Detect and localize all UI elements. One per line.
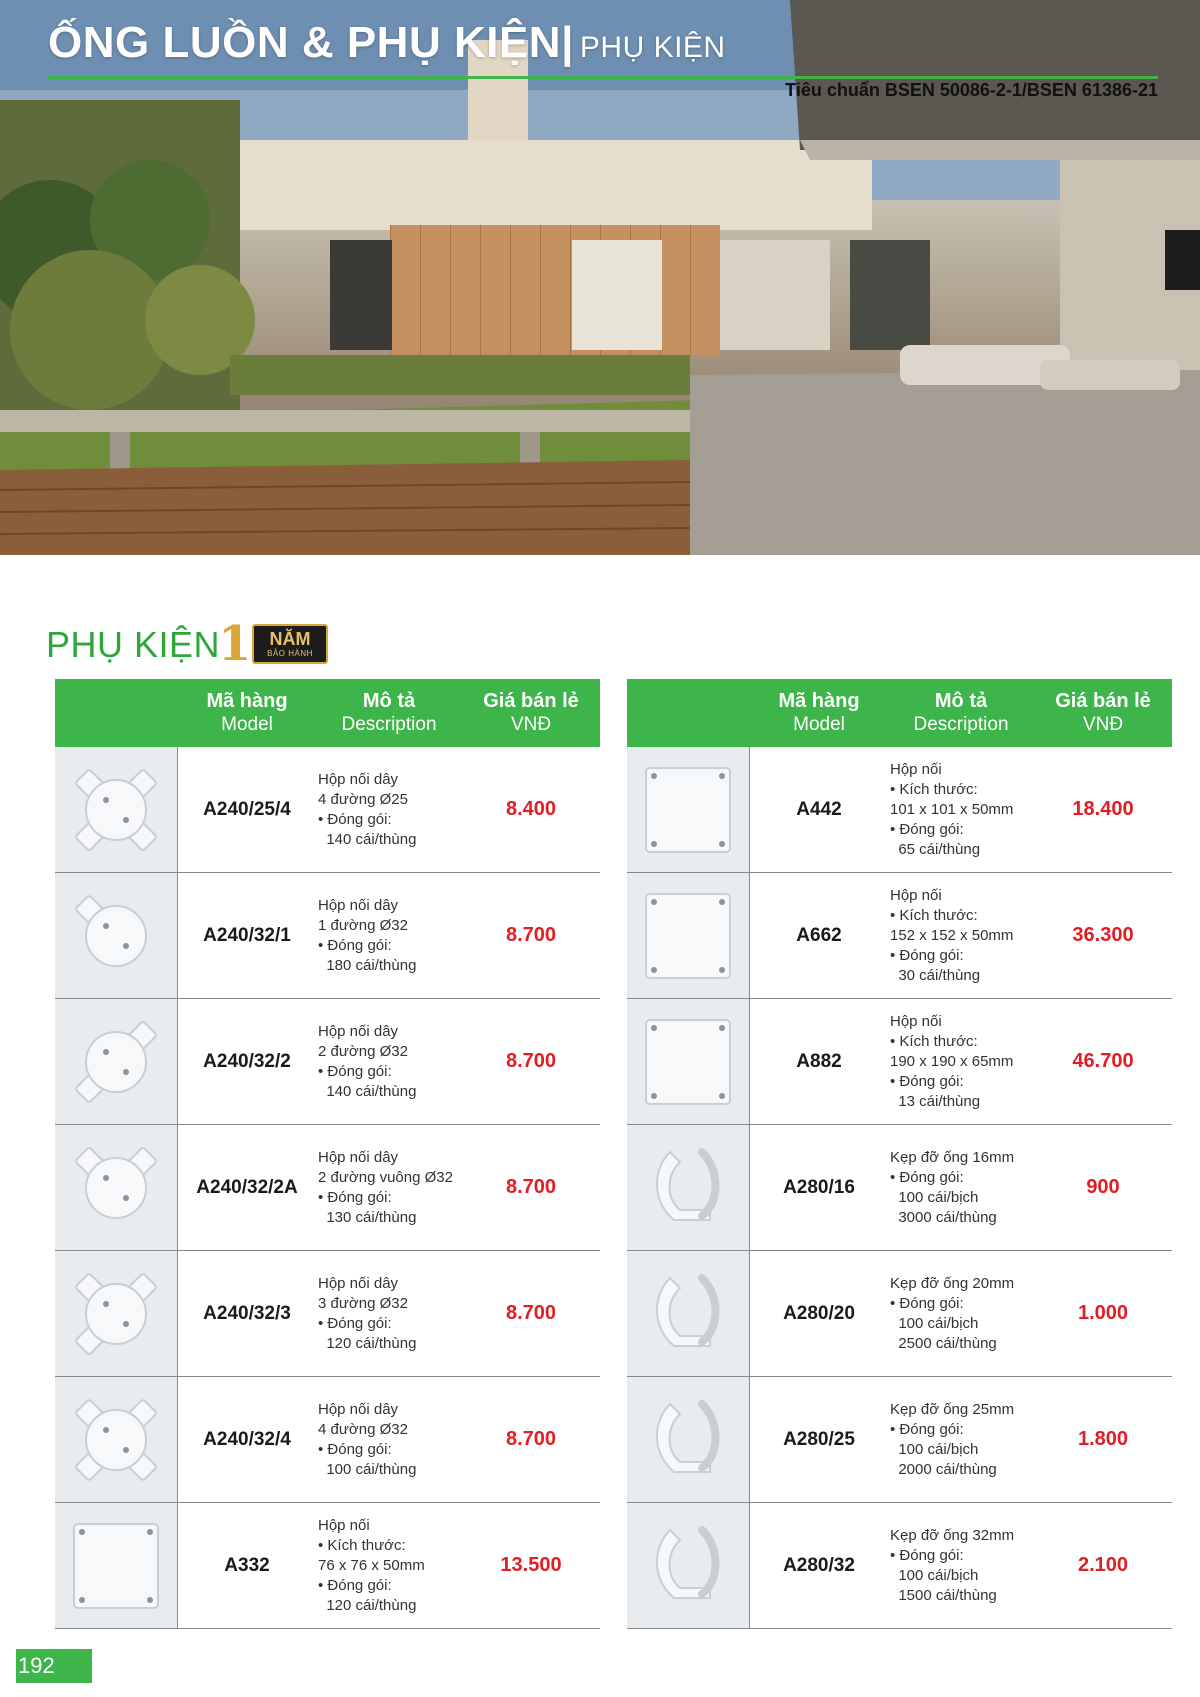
pipe-clip-icon <box>627 1377 750 1502</box>
square-box-icon <box>627 747 750 872</box>
table-row <box>627 873 1172 999</box>
header-price <box>462 679 600 747</box>
table-row <box>55 1125 600 1251</box>
product-model: A240/25/4 <box>203 798 291 820</box>
header-image-col <box>55 679 178 747</box>
product-description: Hộp nối • Kích thước: 101 x 101 x 50mm • Đóng gói: 65 cái/thùng <box>890 760 1014 858</box>
product-description: Kẹp đỡ ống 32mm • Đóng gói: 100 cái/bịch 1500 cái/thùng <box>890 1526 1015 1604</box>
product-description: Hộp nối • Kích thước: 76 x 76 x 50mm • Đóng gói: 120 cái/thùng <box>318 1516 425 1614</box>
product-price: 8.700 <box>505 1302 557 1324</box>
warranty-sub: BẢO HÀNH <box>267 649 313 658</box>
product-price: 8.700 <box>505 924 557 946</box>
table-body <box>55 747 600 1629</box>
page-number: 192 <box>16 1649 92 1683</box>
warranty-number: 1 <box>218 616 252 672</box>
square-box-icon <box>627 999 750 1124</box>
section-title: PHỤ KIỆN <box>46 624 221 665</box>
title-divider <box>48 76 1158 79</box>
table-row <box>55 1503 600 1629</box>
title-main: ỐNG LUỒN & PHỤ KIỆN| <box>48 18 574 67</box>
product-price: 900 <box>1086 1176 1120 1198</box>
junction-box-4way-icon <box>55 1377 178 1502</box>
table-row <box>55 1251 600 1377</box>
header-price-en: VNĐ <box>1082 714 1124 735</box>
table-row <box>627 1377 1172 1503</box>
junction-box-2way-icon <box>55 999 178 1124</box>
header-model <box>178 679 316 747</box>
table-row <box>627 747 1172 873</box>
product-price: 18.400 <box>1072 798 1134 820</box>
product-price: 13.500 <box>500 1554 562 1576</box>
pipe-clip-icon <box>627 1125 750 1250</box>
product-model: A280/16 <box>783 1176 855 1198</box>
product-model: A240/32/2A <box>196 1176 298 1198</box>
header-model-vi: Mã hàng <box>778 690 860 712</box>
product-price: 8.700 <box>505 1050 557 1072</box>
product-description: Hộp nối dây 4 đường Ø25 • Đóng gói: 140 cái/thùng <box>318 770 417 848</box>
product-model: A442 <box>796 798 842 820</box>
table-header <box>627 679 1172 747</box>
table-row <box>627 1251 1172 1377</box>
product-description: Hộp nối dây 2 đường vuông Ø32 • Đóng gói: 130 cái/thùng <box>318 1148 453 1226</box>
table-row <box>55 873 600 999</box>
junction-box-3way-icon <box>55 1251 178 1376</box>
junction-box-2way-angle-icon <box>55 1125 178 1250</box>
product-price: 8.700 <box>505 1428 557 1450</box>
header-image-col <box>627 679 750 747</box>
table-row <box>55 747 600 873</box>
product-price: 1.800 <box>1077 1428 1129 1450</box>
header-description <box>888 679 1034 747</box>
product-model: A240/32/3 <box>203 1302 291 1324</box>
product-description: Kẹp đỡ ống 20mm • Đóng gói: 100 cái/bịch 2500 cái/thùng <box>890 1274 1015 1352</box>
header-price-en: VNĐ <box>510 714 552 735</box>
product-price: 46.700 <box>1072 1050 1134 1072</box>
product-description: Kẹp đỡ ống 25mm • Đóng gói: 100 cái/bịch 2000 cái/thùng <box>890 1400 1015 1478</box>
product-table-left <box>55 679 600 1629</box>
product-description: Hộp nối dây 4 đường Ø32 • Đóng gói: 100 cái/thùng <box>318 1400 417 1478</box>
header-model <box>750 679 888 747</box>
pipe-clip-icon <box>627 1503 750 1628</box>
header-price-vi: Giá bán lẻ <box>1055 690 1151 712</box>
header-desc-vi: Mô tả <box>362 690 416 712</box>
header-desc-en: Description <box>913 714 1009 735</box>
table-row <box>627 1503 1172 1629</box>
title-sub: PHỤ KIỆN <box>579 31 726 64</box>
product-price: 8.700 <box>505 1176 557 1198</box>
product-price: 1.000 <box>1077 1302 1129 1324</box>
hero-image <box>0 0 1200 555</box>
product-model: A882 <box>796 1050 842 1072</box>
square-box-icon <box>627 873 750 998</box>
product-model: A280/20 <box>783 1302 855 1324</box>
product-model: A662 <box>796 924 842 946</box>
product-model: A332 <box>224 1554 270 1576</box>
product-description: Hộp nối • Kích thước: 190 x 190 x 65mm • Đóng gói: 13 cái/thùng <box>890 1012 1014 1110</box>
warranty-word: NĂM <box>269 629 311 649</box>
page-title <box>48 18 726 68</box>
header-model-vi: Mã hàng <box>206 690 288 712</box>
product-model: A280/25 <box>783 1428 855 1450</box>
product-model: A240/32/1 <box>203 924 291 946</box>
junction-box-4way-icon <box>55 747 178 872</box>
pipe-clip-icon <box>627 1251 750 1376</box>
product-price: 36.300 <box>1072 924 1134 946</box>
product-description: Hộp nối dây 3 đường Ø32 • Đóng gói: 120 cái/thùng <box>318 1274 417 1352</box>
table-row <box>55 1377 600 1503</box>
product-description: Kẹp đỡ ống 16mm • Đóng gói: 100 cái/bịch 3000 cái/thùng <box>890 1148 1015 1226</box>
table-header <box>55 679 600 747</box>
product-description: Hộp nối dây 2 đường Ø32 • Đóng gói: 140 cái/thùng <box>318 1022 417 1100</box>
table-row <box>627 1125 1172 1251</box>
warranty-badge <box>212 616 328 672</box>
square-box-icon <box>55 1503 178 1628</box>
product-price: 2.100 <box>1077 1554 1129 1576</box>
header-desc-vi: Mô tả <box>934 690 988 712</box>
header-description <box>316 679 462 747</box>
standard-text: Tiêu chuẩn BSEN 50086-2-1/BSEN 61386-21 <box>785 80 1158 100</box>
warranty-box <box>252 624 328 664</box>
header-desc-en: Description <box>341 714 437 735</box>
header-model-en: Model <box>793 714 845 735</box>
header-model-en: Model <box>221 714 273 735</box>
product-description: Hộp nối dây 1 đường Ø32 • Đóng gói: 180 cái/thùng <box>318 896 417 974</box>
table-row <box>627 999 1172 1125</box>
product-price: 8.400 <box>505 798 557 820</box>
table-row <box>55 999 600 1125</box>
product-model: A240/32/2 <box>203 1050 291 1072</box>
product-description: Hộp nối • Kích thước: 152 x 152 x 50mm • Đóng gói: 30 cái/thùng <box>890 886 1014 984</box>
table-body <box>627 747 1172 1629</box>
junction-box-1way-icon <box>55 873 178 998</box>
product-table-right <box>627 679 1172 1629</box>
product-model: A280/32 <box>783 1554 855 1576</box>
header-price <box>1034 679 1172 747</box>
product-model: A240/32/4 <box>203 1428 291 1450</box>
header-price-vi: Giá bán lẻ <box>483 690 579 712</box>
